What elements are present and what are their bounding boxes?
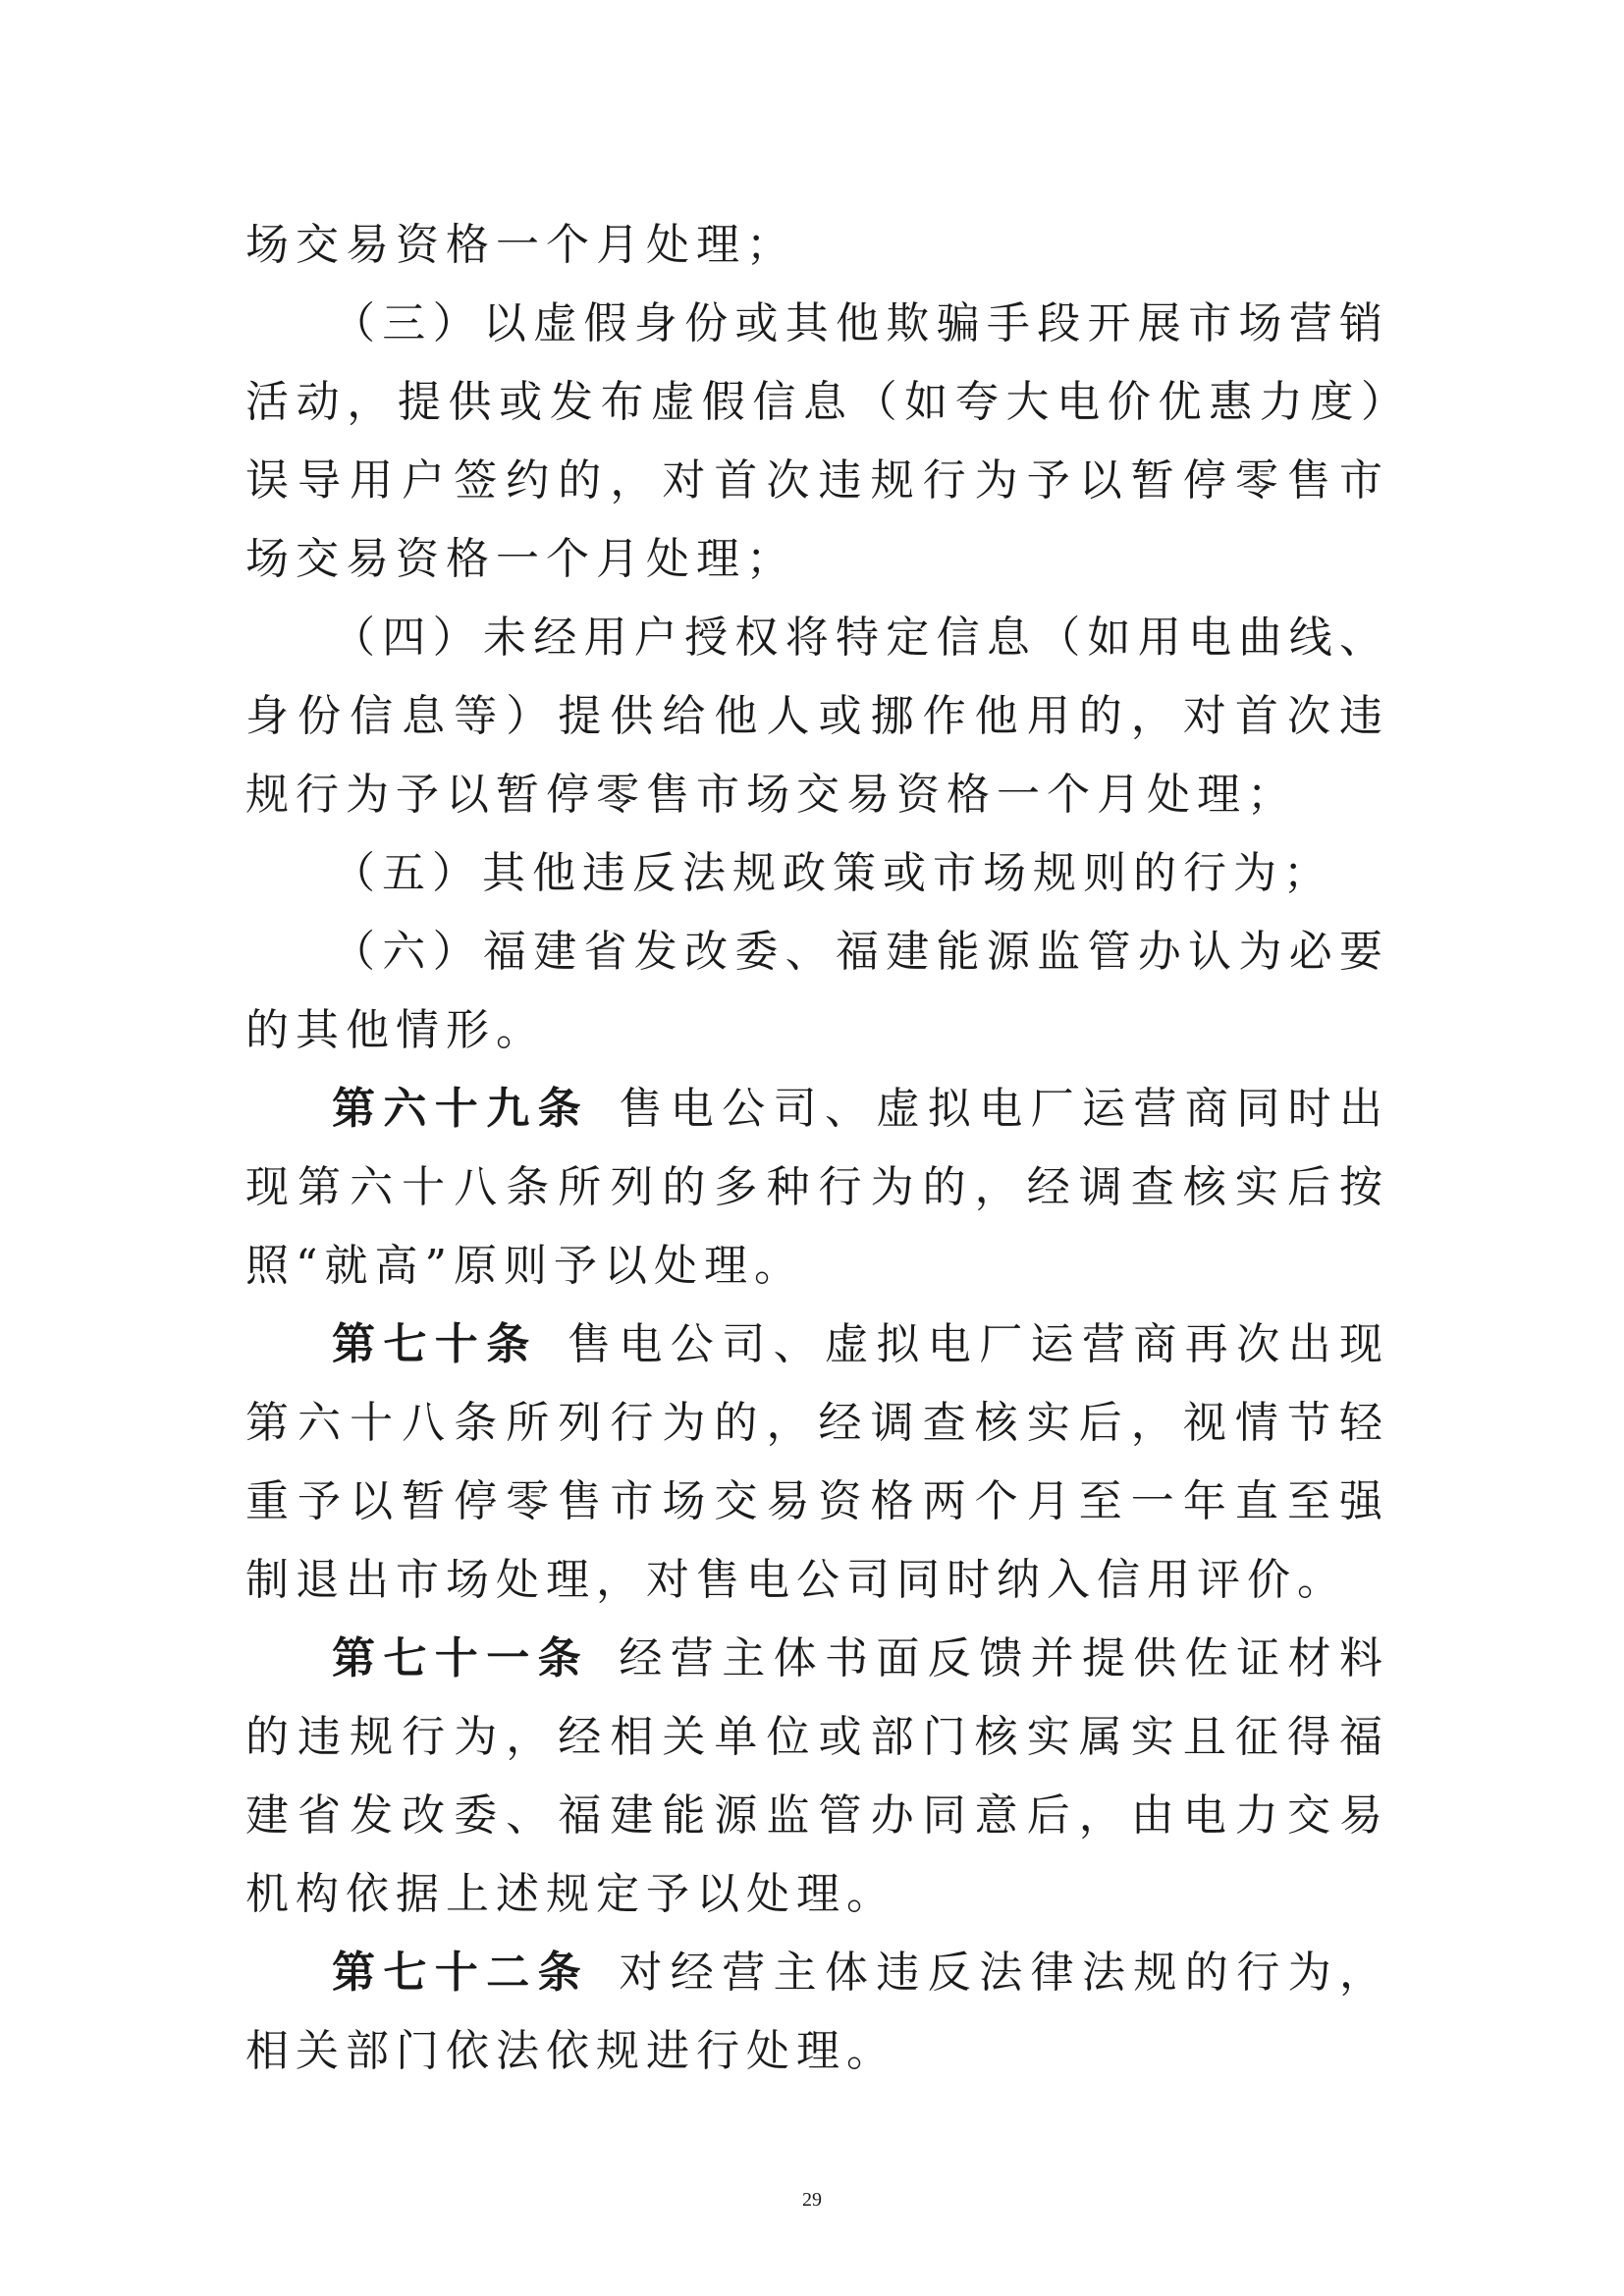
article-text: 售电公司、虚拟电厂运营商再次出现第六十八条所列行为的，经调查核实后，视情节轻重予以暂停零售市场交易资格两个月至一年直至强制退出市场处理，对售电公司同时纳入信用评价。 <box>245 1319 1390 1605</box>
paragraph-item-6 <box>245 913 1389 1070</box>
paragraph-text: （三）以虚假身份或其他欺骗手段开展市场营销活动，提供或发布虚假信息（如夸大电价优惠力度）误导用户签约的，对首次违规行为予以暂停零售市场交易资格一个月处理； <box>245 298 1389 584</box>
document-body <box>245 206 1389 2091</box>
paragraph-text: 场交易资格一个月处理； <box>245 220 796 270</box>
article-70 <box>245 1306 1389 1620</box>
article-heading: 第七十一条 <box>332 1633 589 1683</box>
article-heading: 第七十二条 <box>332 1948 589 1998</box>
article-text: 售电公司、虚拟电厂运营商同时出现第六十八条所列的多种行为的，经调查核实后按照“就高”原则予以处理。 <box>245 1084 1389 1291</box>
paragraph-item-4 <box>245 599 1389 834</box>
paragraph-text: （四）未经用户授权将特定信息（如用电曲线、身份信息等）提供给他人或挪作他用的，对首次违规行为予以暂停零售市场交易资格一个月处理； <box>245 613 1389 820</box>
paragraph-continuation <box>245 206 1389 285</box>
article-69 <box>245 1070 1389 1306</box>
page-number: 29 <box>802 2189 822 2211</box>
article-71 <box>245 1620 1389 1934</box>
article-text: 对经营主体违反法律法规的行为，相关部门依法依规进行处理。 <box>245 1948 1389 2076</box>
paragraph-item-3 <box>245 285 1389 599</box>
paragraph-text: （五）其他违反法规政策或市场规则的行为； <box>332 848 1333 898</box>
paragraph-text: （六）福建省发改委、福建能源监管办认为必要的其他情形。 <box>245 927 1389 1055</box>
article-heading: 第七十条 <box>332 1319 538 1369</box>
article-72 <box>245 1934 1389 2091</box>
article-text: 经营主体书面反馈并提供佐证材料的违规行为，经相关单位或部门核实属实且征得福建省发改委、福建能源监管办同意后，由电力交易机构依据上述规定予以处理。 <box>245 1633 1389 1919</box>
article-heading: 第六十九条 <box>332 1084 589 1134</box>
paragraph-item-5 <box>245 834 1389 913</box>
